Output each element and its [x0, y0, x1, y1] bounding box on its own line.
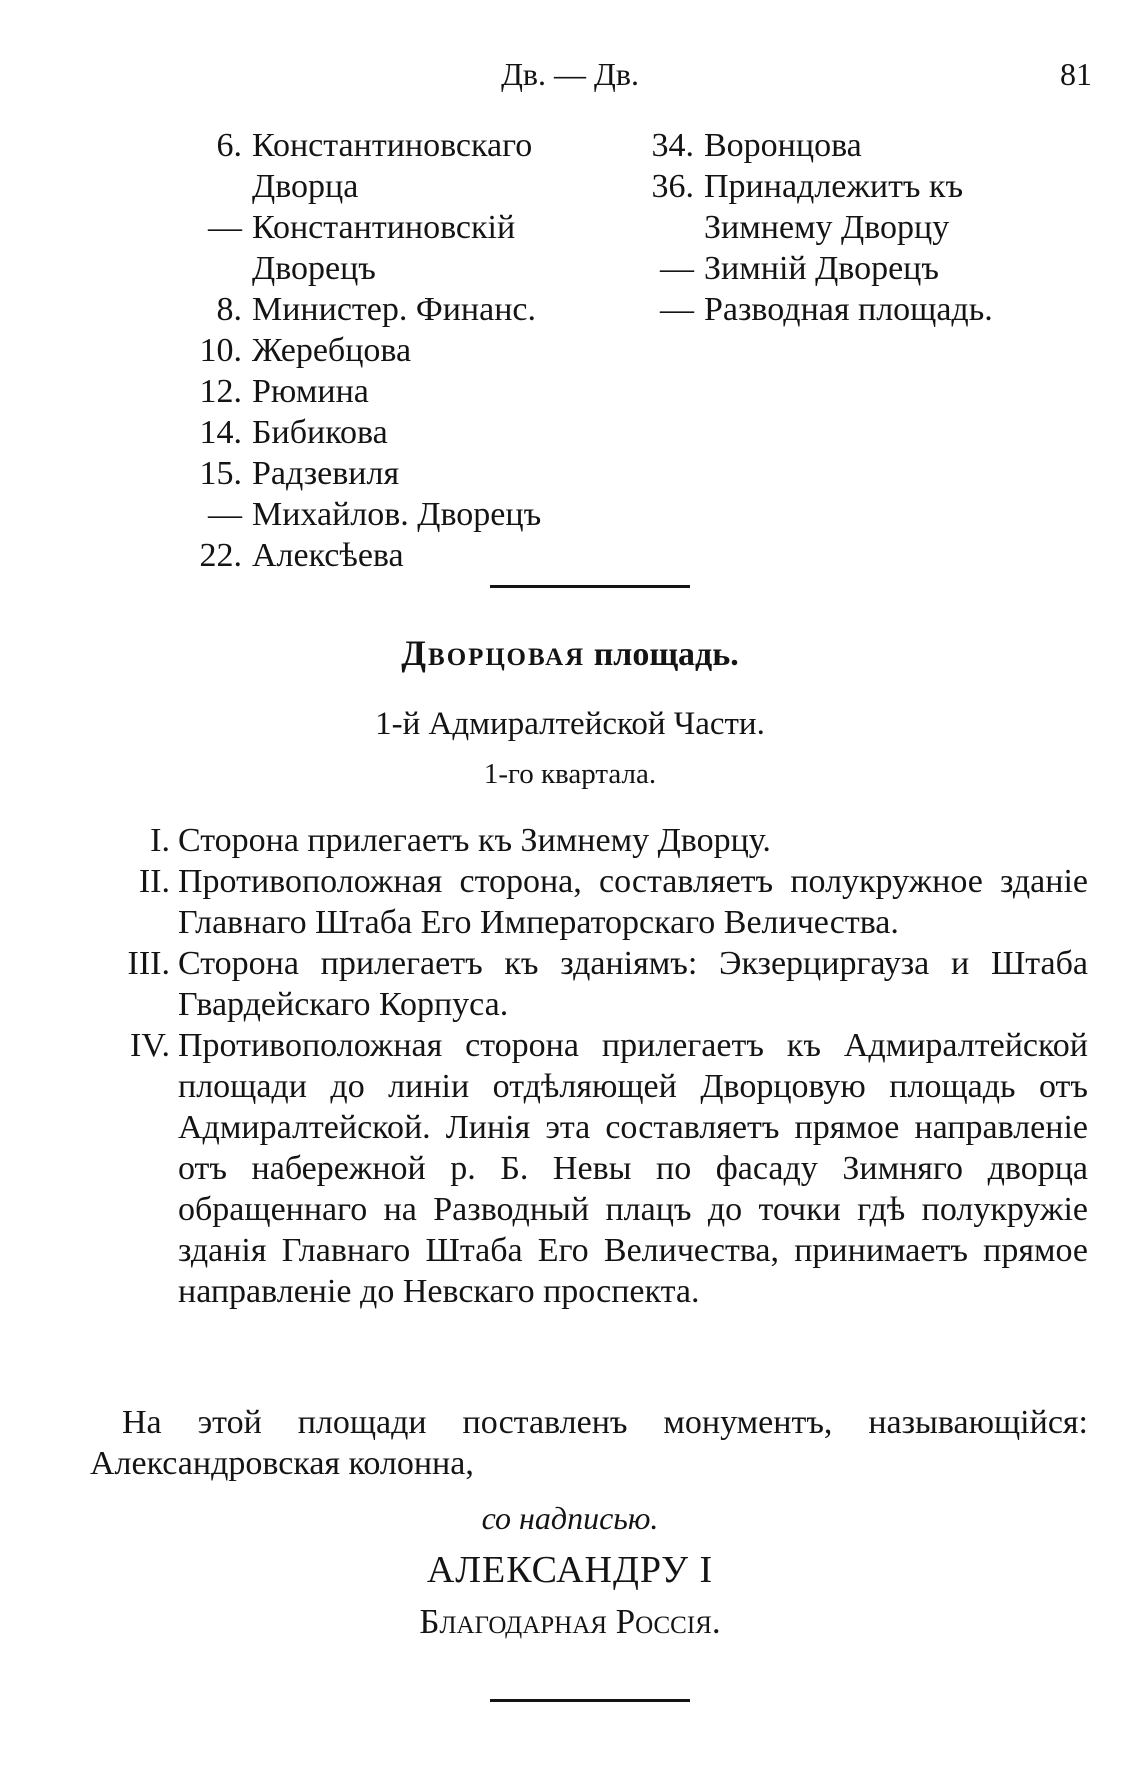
left-address-list [178, 125, 598, 576]
house-number: 8. [216, 291, 242, 328]
house-number: — [660, 291, 694, 328]
list-item [630, 248, 1100, 289]
inscription-line-2: Благодарная Россія. [419, 1602, 721, 1641]
end-divider [490, 1699, 690, 1702]
side-number: III. [127, 945, 170, 982]
section-subtitle: 1-й Адмиралтейской Части. [375, 706, 765, 742]
side-text: Сторона прилегаетъ къ зданіямъ: Экзерциргауза и Штаба Гвардейскаго Корпуса. [178, 945, 1088, 1023]
list-item [178, 125, 598, 207]
list-item [178, 207, 598, 289]
side-text: Противоположная сторона прилегаетъ къ Адмиралтейской площади до линіи отдѣляющей Дворцовую площадь отъ Адмиралтейской. Линія эта составляетъ прямое направленіе отъ набережной р. Б. Невы по фасаду Зимняго дворца обращеннаго на Разводный плацъ до точки гдѣ полукружіе зданія Главнаго Штаба Его Величества, принимаетъ прямое направленіе до Невскаго проспекта. [178, 1027, 1088, 1310]
monument-paragraph: На этой площади поставленъ монументъ, называющійся: Александровская колонна, [90, 1404, 1088, 1482]
house-number: 34. [651, 127, 694, 164]
owner-name: Бибикова [252, 414, 388, 451]
running-head: Дв. — Дв. [501, 56, 639, 92]
section-title-rest: площадь. [593, 636, 739, 673]
list-item [178, 371, 598, 412]
list-item [178, 289, 598, 330]
list-item [178, 494, 598, 535]
side-number: IV. [130, 1027, 170, 1064]
owner-name: Зимній Дворецъ [704, 250, 939, 287]
owner-name: Константиновскаго Дворца [252, 127, 533, 205]
owner-name: Константиновскій Дворецъ [252, 209, 516, 287]
side-text: Сторона прилегаетъ къ Зимнему Дворцу. [178, 822, 771, 859]
house-number: 14. [199, 414, 242, 451]
section-subtitle-quarter: 1-го квартала. [483, 758, 657, 790]
house-number: 22. [199, 537, 242, 574]
house-number: 6. [216, 127, 242, 164]
list-item [178, 330, 598, 371]
house-number: 12. [199, 373, 242, 410]
owner-name: Воронцова [704, 127, 862, 164]
side-item [90, 1025, 1088, 1312]
list-item [630, 166, 1100, 248]
list-item [630, 289, 1100, 330]
inscription-intro: со надписью. [481, 1500, 659, 1536]
owner-name: Михайлов. Дворецъ [252, 496, 542, 533]
side-item [90, 943, 1088, 1025]
page-number: 81 [1060, 56, 1092, 92]
house-number: 36. [651, 168, 694, 205]
list-item [178, 412, 598, 453]
owner-name: Радзевиля [252, 455, 400, 492]
owner-name: Разводная площадь. [704, 291, 993, 328]
owner-name: Алексѣева [252, 537, 404, 574]
right-address-list [630, 125, 1100, 330]
list-item [178, 453, 598, 494]
house-number: 15. [199, 455, 242, 492]
side-number: II. [138, 863, 170, 900]
owner-name: Рюмина [252, 373, 369, 410]
side-item [90, 820, 1088, 861]
section-title-main: Дворцовая [401, 633, 586, 673]
owner-name: Принадлежитъ къ Зимнему Дворцу [704, 168, 964, 246]
house-number: — [660, 250, 694, 287]
owner-name: Жеребцова [252, 332, 412, 369]
house-number: — [208, 496, 242, 533]
house-number: — [208, 209, 242, 246]
section-divider [490, 585, 690, 588]
side-text: Противоположная сторона, составляетъ полукружное зданіе Главнаго Штаба Его Императорскаго Величества. [178, 863, 1088, 941]
list-item [178, 535, 598, 576]
side-number: I. [150, 822, 170, 859]
side-item [90, 861, 1088, 943]
owner-name: Министер. Финанс. [252, 291, 536, 328]
list-item [630, 125, 1100, 166]
square-sides-list [90, 820, 1088, 1312]
section-title [0, 632, 1140, 674]
house-number: 10. [199, 332, 242, 369]
inscription-line-1: АЛЕКСАНДРУ I [426, 1549, 714, 1591]
